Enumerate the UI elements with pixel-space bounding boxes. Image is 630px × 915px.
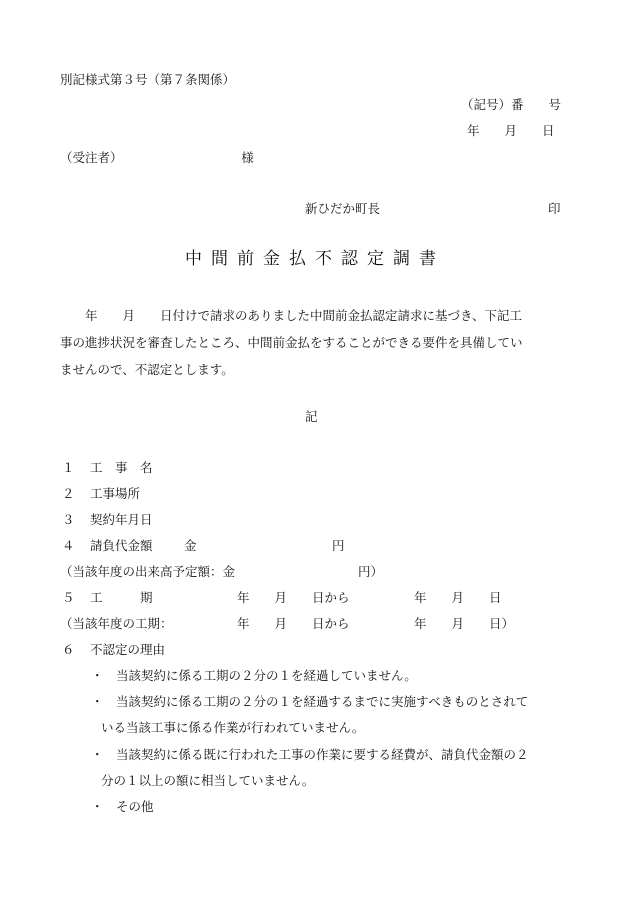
- reason-line: 当該契約に係る工期の２分の１を経過していません。: [116, 668, 417, 683]
- bullet: ・: [91, 668, 104, 683]
- item-label: 請負代金額: [90, 538, 153, 553]
- period-to: 年 月 日: [414, 590, 502, 605]
- ki-mark: 記: [305, 409, 318, 424]
- bullet: ・: [91, 694, 104, 709]
- body-paragraph: [60, 302, 565, 383]
- form-label: 別記様式第３号（第７条関係）: [60, 72, 236, 87]
- number-line: （記号）番 号: [461, 97, 562, 112]
- sub-amount-label: （当該年度の出来高予定額：金: [60, 564, 236, 579]
- item-label: 工 事 名: [90, 460, 153, 475]
- sub-amount-unit: 円）: [358, 564, 384, 579]
- period-from: 年 月 日から: [237, 590, 350, 605]
- sub-period-label: （当該年度の工期：: [60, 616, 173, 631]
- item-label: 契約年月日: [90, 512, 153, 527]
- item-number: ３: [62, 512, 75, 527]
- body-line: ませんので、不認定とします。: [60, 362, 234, 377]
- sub-period-from: 年 月 日から: [237, 616, 350, 631]
- item-number: ５: [62, 590, 75, 605]
- reason-line: その他: [116, 799, 154, 814]
- item-number: ４: [62, 538, 75, 553]
- document-title: 中間前金払不認定調書: [185, 249, 445, 269]
- bullet: ・: [91, 747, 104, 762]
- item-number: １: [62, 460, 75, 475]
- item-label: 工事場所: [90, 486, 141, 501]
- recipient-line: （受注者） 様: [60, 150, 254, 165]
- reason-line: 分の１以上の額に相当していません。: [101, 773, 315, 788]
- reason-line: いる当該工事に係る作業が行われていません。: [101, 720, 365, 735]
- item-number: ６: [62, 642, 75, 657]
- seal-mark: 印: [548, 201, 561, 216]
- period-label: 工 期: [90, 590, 153, 605]
- sub-period-to: 年 月 日）: [414, 616, 515, 631]
- reason-line: 当該契約に係る工期の２分の１を経過するまでに実施すべきものとされて: [116, 694, 529, 709]
- amount-prefix: 金: [184, 538, 197, 553]
- date-line: 年 月 日: [467, 123, 555, 138]
- reason-line: 当該契約に係る既に行われた工事の作業に要する経費が、請負代金額の２: [116, 747, 529, 762]
- body-line: 年 月 日付けで請求のありました中間前金払認定請求に基づき、下記工: [85, 308, 523, 323]
- issuer-name: 新ひだか町長: [305, 201, 381, 216]
- item-number: ２: [62, 486, 75, 501]
- body-line: 事の進捗状況を審査したところ、中間前金払をすることができる要件を具備してい: [60, 335, 523, 350]
- amount-unit: 円: [332, 538, 345, 553]
- reason-header: 不認定の理由: [90, 642, 166, 657]
- bullet: ・: [91, 799, 104, 814]
